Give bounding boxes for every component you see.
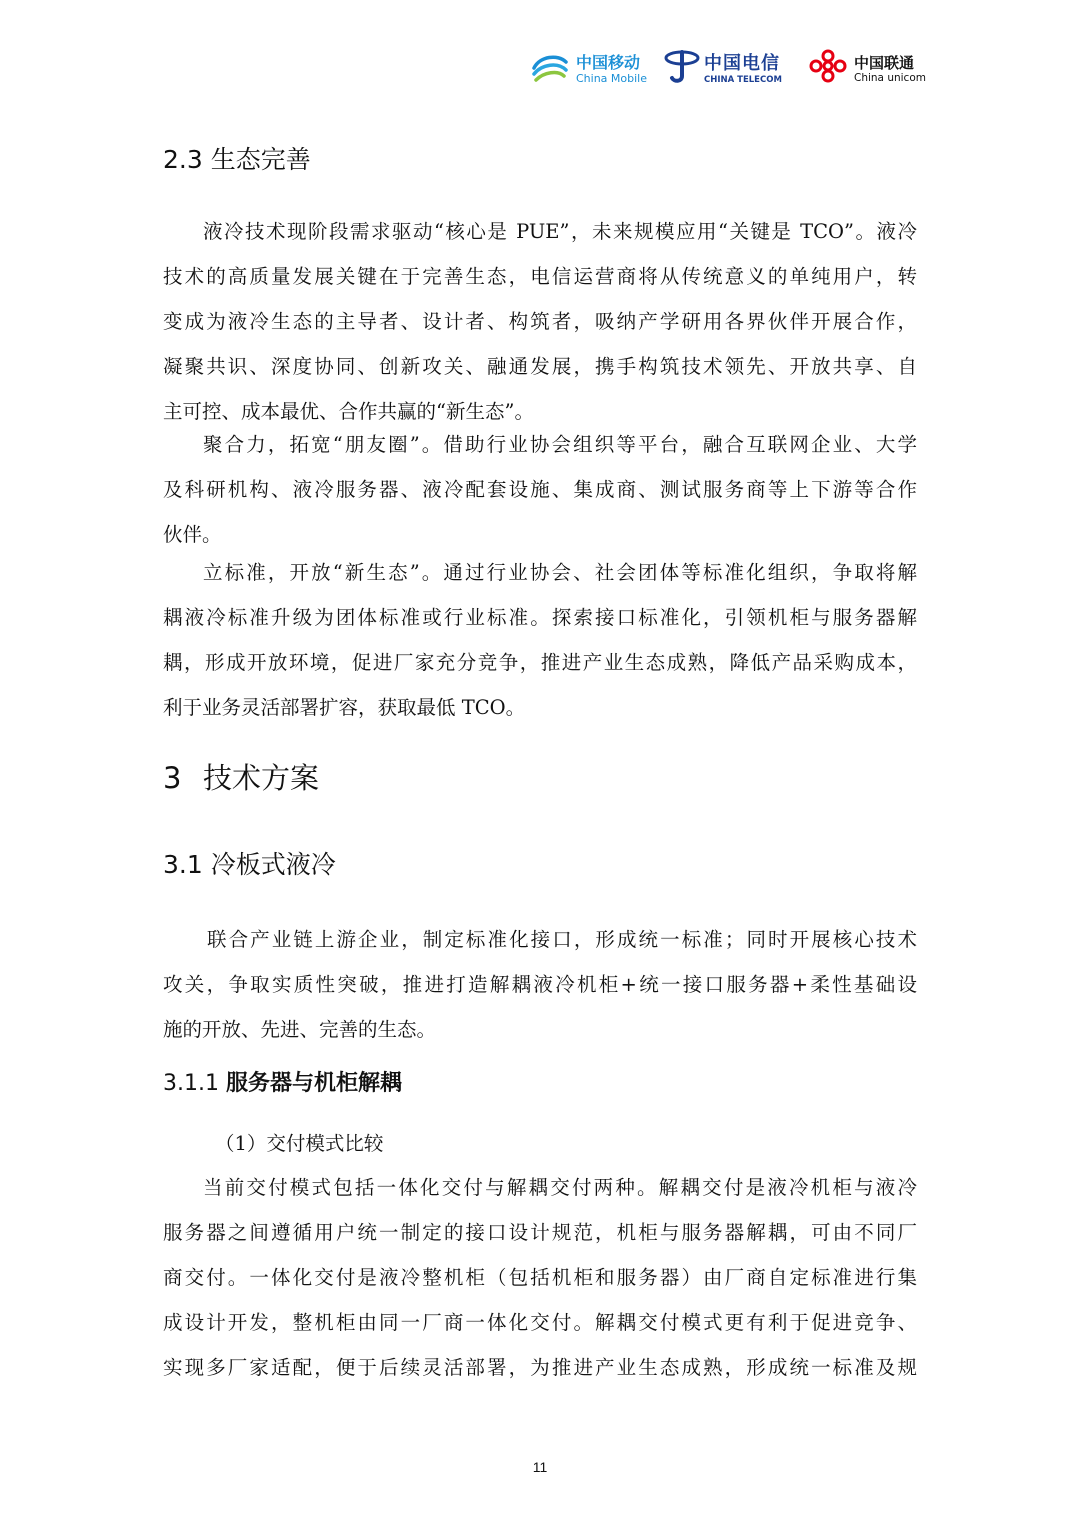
text-line: 立标准，开放“新生态”。通过行业协会、社会团体等标准化组织，争取将解 <box>203 561 917 584</box>
china-telecom-logo <box>664 44 794 92</box>
text-line: 耦液冷标准升级为团体标准或行业标准。探索接口标准化，引领机柜与服务器解 <box>163 606 917 629</box>
section-3-1-1-text: 服务器与机柜解耦 <box>225 1071 402 1096</box>
china-telecom-cn: 中国电信 <box>704 53 780 74</box>
china-mobile-logo <box>530 44 654 92</box>
text-line: 凝聚共识、深度协同、创新攻关、融通发展，携手构筑技术领先、开放共享、自 <box>163 355 917 378</box>
text-line: 成设计开发，整机柜由同一厂商一体化交付。解耦交付模式更有利于促进竞争、 <box>163 1311 917 1334</box>
text-line: 主可控、成本最优、合作共赢的“新生态”。 <box>163 400 534 423</box>
section-3-title <box>163 760 319 796</box>
page-number: 11 <box>532 1459 548 1475</box>
section-2-3-paragraph-2 <box>163 422 917 557</box>
china-mobile-en: China Mobile <box>576 72 648 85</box>
text-line: 实现多厂家适配，便于后续灵活部署，为推进产业生态成熟，形成统一标准及规 <box>163 1356 917 1379</box>
text-line: 施的开放、先进、完善的生态。 <box>163 1018 437 1041</box>
section-3-1-1-title <box>163 1069 402 1099</box>
text-line: 耦，形成开放环境，促进厂家充分竞争，推进产业生态成熟，降低产品采购成本， <box>163 651 917 674</box>
text-line: 攻关，争取实质性突破，推进打造解耦液冷机柜+统一接口服务器+柔性基础设 <box>163 973 917 996</box>
china-unicom-logo <box>806 44 930 92</box>
section-2-3-paragraph-1 <box>163 209 917 434</box>
section-2-3-title: 2.3 生态完善 <box>163 145 311 174</box>
china-telecom-en: CHINA TELECOM <box>704 75 782 85</box>
china-telecom-icon <box>664 46 700 86</box>
header-logos <box>530 44 930 92</box>
china-mobile-cn: 中国移动 <box>576 53 641 72</box>
text-line: 联合产业链上游企业，制定标准化接口，形成统一标准；同时开展核心技术 <box>207 928 917 951</box>
delivery-mode-subheading: （1）交付模式比较 <box>215 1132 384 1155</box>
text-line: 液冷技术现阶段需求驱动“核心是 PUE”，未来规模应用“关键是 TCO”。液冷 <box>203 220 917 243</box>
text-line: 及科研机构、液冷服务器、液冷配套设施、集成商、测试服务商等上下游等合作 <box>163 478 917 501</box>
section-3-1-title: 3.1 冷板式液冷 <box>163 850 336 879</box>
text-line: 伙伴。 <box>163 523 222 546</box>
section-3-1-1-paragraph-1 <box>163 1165 917 1390</box>
text-line: 商交付。一体化交付是液冷整机柜（包括机柜和服务器）由厂商自定标准进行集 <box>163 1266 917 1289</box>
text-line: 聚合力，拓宽“朋友圈”。借助行业协会组织等平台，融合互联网企业、大学 <box>203 433 917 456</box>
text-line: 服务器之间遵循用户统一制定的接口设计规范，机柜与服务器解耦，可由不同厂 <box>163 1221 917 1244</box>
china-unicom-en: China unicom <box>854 72 926 84</box>
text-line: 利于业务灵活部署扩容，获取最低 TCO。 <box>163 696 526 719</box>
china-unicom-cn: 中国联通 <box>854 54 915 72</box>
section-3-1-1-number: 3.1.1 <box>163 1071 219 1096</box>
text-line: 当前交付模式包括一体化交付与解耦交付两种。解耦交付是液冷机柜与液冷 <box>203 1176 917 1199</box>
section-3-number: 3 <box>163 761 182 795</box>
section-3-text: 技术方案 <box>203 761 320 795</box>
china-mobile-icon <box>530 46 570 86</box>
text-line: 技术的高质量发展关键在于完善生态，电信运营商将从传统意义的单纯用户，转 <box>163 265 917 288</box>
china-unicom-icon <box>806 46 850 86</box>
text-line: 变成为液冷生态的主导者、设计者、构筑者，吸纳产学研用各界伙伴开展合作， <box>163 310 917 333</box>
section-3-1-paragraph-1 <box>163 917 917 1052</box>
section-2-3-paragraph-3 <box>163 550 917 730</box>
